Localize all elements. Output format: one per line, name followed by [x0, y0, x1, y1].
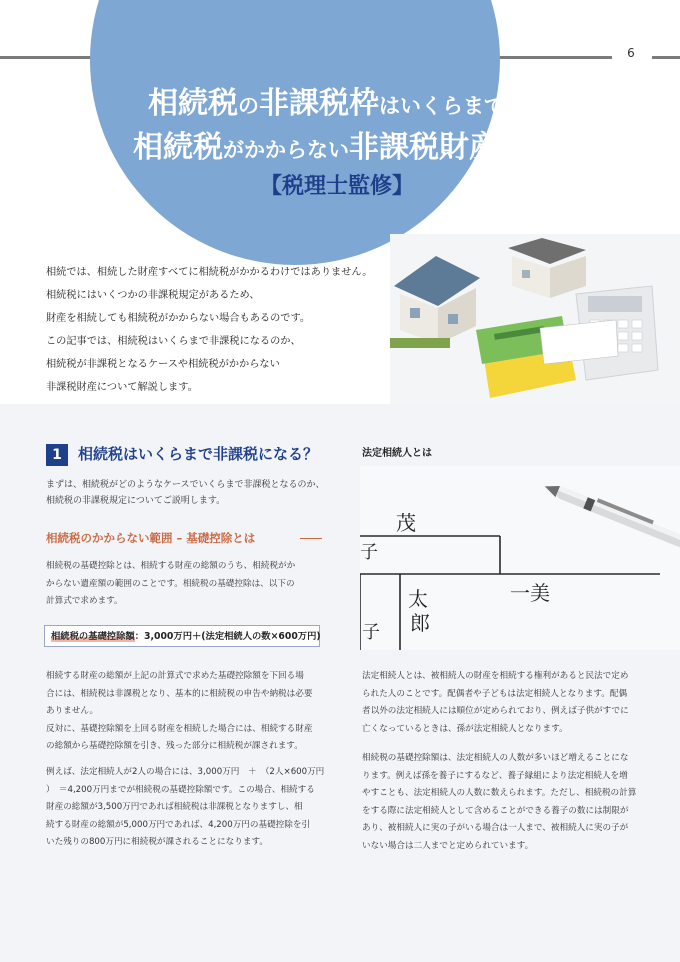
text-line: いない場合は二人までと定められています。: [362, 840, 534, 851]
text-line: 相続税にはいくつかの非課税規定があるため、: [46, 290, 260, 301]
text-line: をする際に法定相続人として含めることができる養子の数には制限が: [362, 805, 629, 816]
text-line: 者以外の法定相続人には順位が定められており、例えば子供がすでに: [362, 706, 629, 716]
text-line: られた人のことです。配偶者や子どもは法定相続人となります。配偶: [362, 688, 628, 699]
subsection-title: 相続税のかからない範囲 – 基礎控除とは: [46, 531, 256, 545]
title-fragment: とは: [499, 137, 541, 162]
text-line: 反対に、基礎控除額を上回る財産を相続した場合には、相続する財産: [46, 723, 313, 734]
family-name-6: 子: [362, 622, 380, 643]
subsection-rule: [300, 538, 322, 539]
formula-expression: ：3,000万円＋(法定相続人の数×600万円): [134, 631, 321, 642]
section-lead: [46, 477, 336, 509]
formula-label: 相続税の基礎控除額: [51, 631, 135, 642]
family-tree-illustration: [360, 466, 680, 650]
house-calculator-photo: [390, 234, 680, 404]
deduction-example: [46, 764, 331, 852]
title-fragment: 相続税: [148, 86, 238, 121]
house-photo-illustration: [390, 234, 680, 404]
title-fragment: 相続税: [133, 129, 223, 165]
heir-count-explanation: [362, 750, 662, 855]
text-line: 非課税財産について解説します。: [46, 382, 198, 393]
intro-text: [46, 261, 386, 399]
text-line: 相続では、相続した財産すべてに相続税がかかるわけではありません。: [46, 267, 373, 278]
formula-box: [44, 625, 320, 647]
text-line: 合には、相続税は非課税となり、基本的に相続税の申告や納税は必要: [46, 688, 313, 699]
text-line: 相続税の非課税規定についてご説明します。: [46, 496, 226, 506]
title-subtitle: 【税理士監修】: [259, 174, 414, 199]
text-line: あり、被相続人に実の子がいる場合は一人まで、被相続人に実の子が: [362, 823, 629, 833]
title-fragment: 非課税財産: [349, 129, 499, 165]
family-name-2: 一美: [510, 581, 550, 605]
text-line: 続する財産の総額が5,000万円であれば、4,200万円の基礎控除を引: [46, 819, 311, 830]
text-line: 相続税の基礎控除額は、法定相続人の人数が多いほど増えることにな: [362, 753, 629, 763]
page-number: 6: [627, 46, 635, 60]
text-line: 相続する財産の総額が上記の計算式で求めた基礎控除額を下回る場: [46, 671, 304, 681]
family-name-3: 太: [408, 587, 428, 611]
text-line: 法定相続人とは、被相続人の財産を相続する権利があると民法で定め: [362, 671, 629, 681]
text-line: いた残りの800万円に相続税が課されることになります。: [46, 837, 268, 847]
text-line: 財産の総額が3,500万円であれば相続税は非課税となりますし、相: [46, 802, 303, 812]
text-line: からない遺産額の範囲のことです。相続税の基礎控除は、以下の: [46, 578, 295, 589]
header-rule-right: [652, 56, 680, 59]
deduction-explanation: [46, 668, 331, 756]
title-fragment: がかからない: [223, 137, 349, 162]
text-line: 相続税の基礎控除とは、相続する財産の総額のうち、相続税がか: [46, 561, 296, 571]
family-name-1: 茂: [396, 511, 416, 535]
text-line: この記事では、相続税はいくらまで非課税になるのか、: [46, 336, 301, 347]
text-line: 例えば、法定相続人が2人の場合には、3,000万円 ＋ （2人×600万円: [46, 767, 325, 777]
section-title: 相続税はいくらまで非課税になる？: [78, 445, 319, 463]
text-line: まずは、相続税がどのようなケースでいくらまで非課税となるのか、: [46, 480, 325, 490]
basic-deduction-definition: [46, 558, 331, 611]
section-number-badge: 1: [46, 444, 68, 466]
text-line: ります。例えば孫を養子にするなど、養子縁組により法定相続人を増: [362, 770, 628, 781]
title-line-1: [84, 82, 590, 126]
title-fragment: はいくらまで？: [379, 94, 526, 118]
heir-definition: [362, 668, 662, 738]
page-title: [84, 82, 590, 203]
text-line: ありません。: [46, 706, 99, 716]
title-fragment: の: [238, 94, 259, 118]
text-line: やすことも、法定相続人の人数に数えられます。ただし、相続税の計算: [362, 788, 637, 798]
title-line-2: [84, 126, 590, 170]
text-line: の総額から基礎控除額を引き、残った部分に相続税が課されます。: [46, 741, 303, 751]
title-fragment: 非課税枠: [259, 86, 379, 121]
heir-heading: 法定相続人とは: [362, 448, 432, 459]
family-name-5: 子: [360, 542, 378, 563]
text-line: ） ＝4,200万円までが相続税の基礎控除額です。この場合、相続する: [46, 784, 315, 795]
family-name-4: 郎: [410, 611, 430, 635]
text-line: 財産を相続しても相続税がかからない場合もあるのです。: [46, 313, 311, 324]
text-line: 亡くなっているときは、孫が法定相続人となります。: [362, 723, 568, 734]
family-tree-pen-photo: [360, 466, 680, 650]
text-line: 相続税が非課税となるケースや相続税がかからない: [46, 359, 280, 370]
text-line: 計算式で求めます。: [46, 596, 123, 606]
